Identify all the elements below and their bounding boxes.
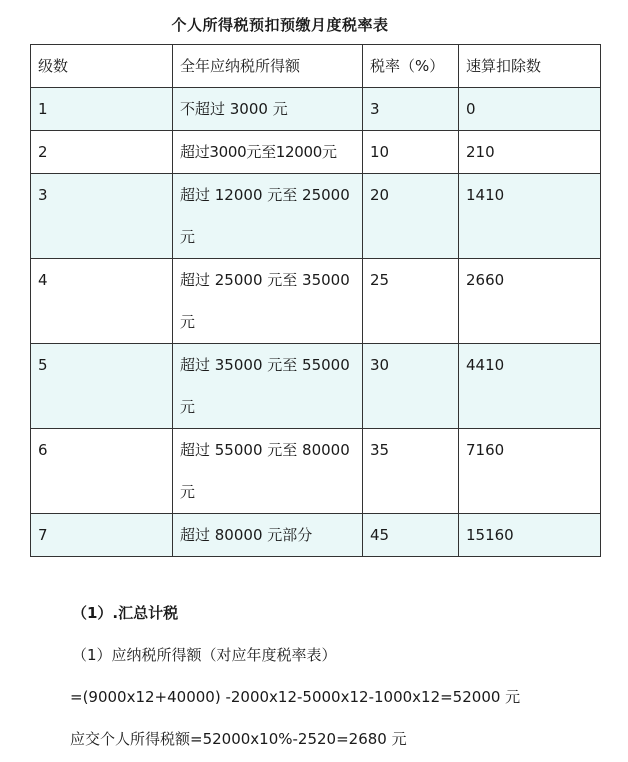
cell-level: 1 [31, 88, 173, 131]
cell-range: 超过3000元至12000元 [173, 131, 363, 174]
table-row [31, 514, 601, 557]
cell-range: 超过 25000 元至 35000 元 [173, 259, 363, 344]
cell-deduction: 0 [459, 88, 601, 131]
cell-level: 3 [31, 174, 173, 259]
cell-rate: 3 [363, 88, 459, 131]
cell-deduction: 1410 [459, 174, 601, 259]
cell-deduction: 15160 [459, 514, 601, 557]
cell-rate: 20 [363, 174, 459, 259]
cell-level: 5 [31, 344, 173, 429]
cell-deduction: 7160 [459, 429, 601, 514]
formula-tax-payable: 应交个人所得税额=52000x10%-2520=2680 元 [70, 730, 407, 748]
section-subheading: （1）应纳税所得额（对应年度税率表） [72, 646, 337, 664]
cell-rate: 30 [363, 344, 459, 429]
table-row [31, 259, 601, 344]
table-row [31, 344, 601, 429]
cell-range: 超过 80000 元部分 [173, 514, 363, 557]
cell-rate: 25 [363, 259, 459, 344]
cell-range: 不超过 3000 元 [173, 88, 363, 131]
cell-range: 超过 55000 元至 80000 元 [173, 429, 363, 514]
cell-range: 超过 12000 元至 25000 元 [173, 174, 363, 259]
table-header-row [31, 45, 601, 88]
tax-rate-table [30, 44, 601, 557]
header-deduction: 速算扣除数 [459, 45, 601, 88]
table-row [31, 88, 601, 131]
section-heading: （1）.汇总计税 [72, 604, 179, 622]
cell-deduction: 210 [459, 131, 601, 174]
cell-level: 4 [31, 259, 173, 344]
cell-range: 超过 35000 元至 55000 元 [173, 344, 363, 429]
formula-taxable-income: =(9000x12+40000) -2000x12-5000x12-1000x12=52000 元 [70, 688, 521, 706]
cell-level: 7 [31, 514, 173, 557]
table-row [31, 429, 601, 514]
header-rate: 税率（%） [363, 45, 459, 88]
cell-deduction: 4410 [459, 344, 601, 429]
cell-rate: 35 [363, 429, 459, 514]
cell-level: 6 [31, 429, 173, 514]
table-row [31, 131, 601, 174]
cell-level: 2 [31, 131, 173, 174]
cell-rate: 10 [363, 131, 459, 174]
cell-deduction: 2660 [459, 259, 601, 344]
table-title: 个人所得税预扣预缴月度税率表 [171, 16, 389, 34]
header-range: 全年应纳税所得额 [173, 45, 363, 88]
header-level: 级数 [31, 45, 173, 88]
table-row [31, 174, 601, 259]
cell-rate: 45 [363, 514, 459, 557]
